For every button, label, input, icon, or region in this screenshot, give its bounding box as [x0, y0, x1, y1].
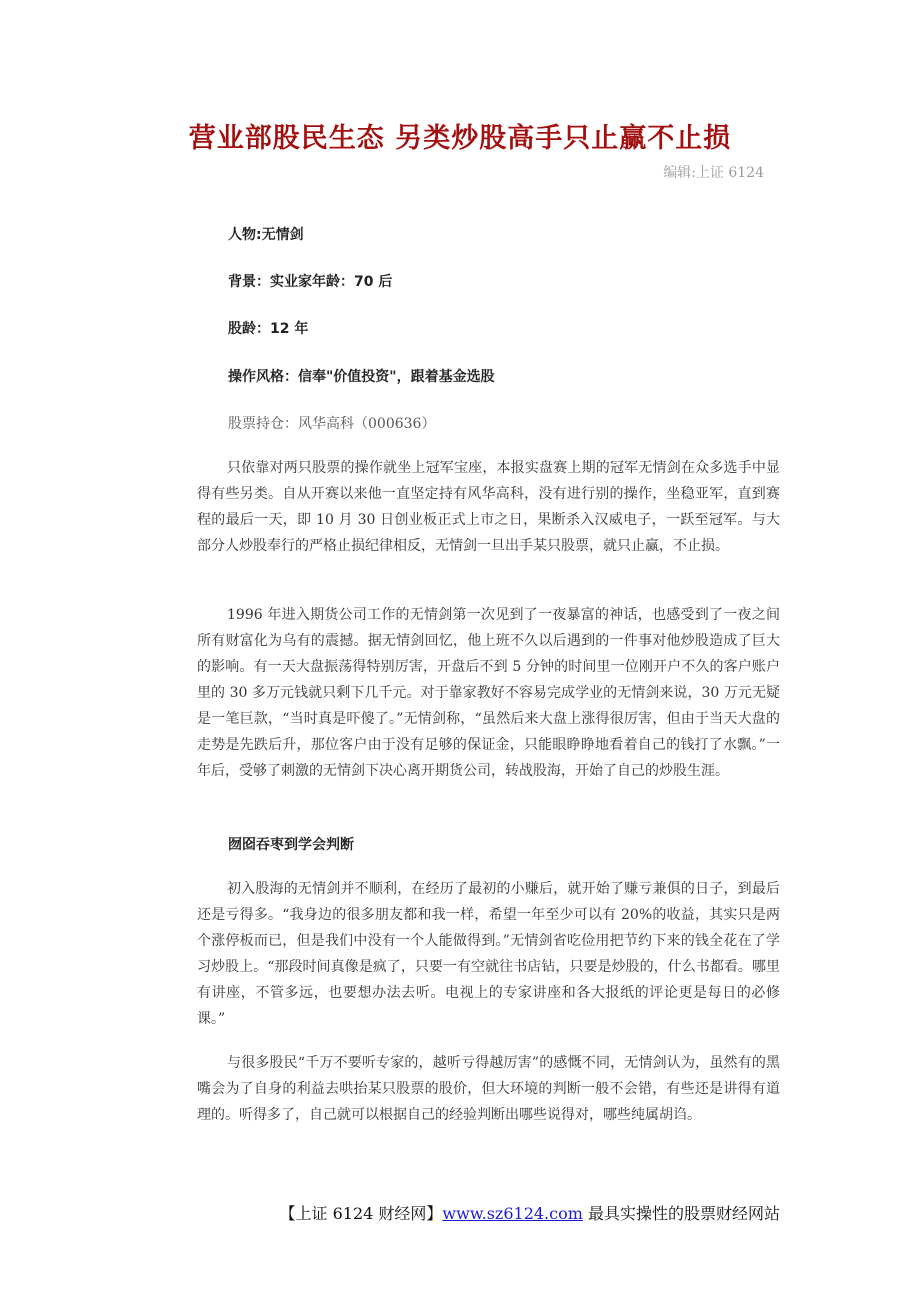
section-subheading: 囫囵吞枣到学会判断 [228, 837, 354, 853]
footer-site-link[interactable]: www.sz6124.com [442, 1204, 583, 1223]
footer-suffix: 最具实操性的股票财经网站 [582, 1204, 780, 1223]
footer-banner [0, 1201, 780, 1224]
article-title: 营业部股民生态 另类炒股高手只止赢不止损 [188, 123, 732, 154]
paragraph-2: 1996 年进入期货公司工作的无情剑第一次见到了一夜暴富的神话，也感受到了一夜之间所有财富化为乌有的震撼。据无情剑回忆，他上班不久以后遇到的一件事对他炒股造成了巨大的影响。有一天大盘振荡得特别厉害，开盘后不到 5 分钟的时间里一位刚开户不久的客户账户里的 30 多万元钱就只剩下几千元。对于靠家教好不容易完成学业的无情剑来说，30 万元无疑是一笔巨款，“当时真是吓傻了。”无情剑称，“虽然后来大盘上涨得很厉害，但由于当天大盘的走势是先跌后升，那位客户由于没有足够的保证金，只能眼睁睁地看着自己的钱打了水飘。”一年后，受够了刺激的无情剑下决心离开期货公司，转战股海，开始了自己的炒股生涯。 [197, 607, 780, 779]
paragraph-3: 初入股海的无情剑并不顺利，在经历了最初的小赚后，就开始了赚亏兼俱的日子，到最后还是亏得多。“我身边的很多朋友都和我一样，希望一年至少可以有 20%的收益，其实只是两个涨停板而已，但是我们中没有一个人能做得到。”无情剑省吃俭用把节约下来的钱全花在了学习炒股上。“那段时间真像是疯了，只要一有空就往书店钻，只要是炒股的，什么书都看。哪里有讲座，不管多远，也要想办法去听。电视上的专家讲座和各大报纸的评论更是每日的必修课。” [197, 881, 780, 1027]
profile-background: 背景：实业家年龄：70 后 [228, 274, 393, 290]
profile-person: 人物:无情剑 [228, 227, 304, 243]
profile-age: 股龄：12 年 [228, 321, 309, 337]
footer-prefix: 【上证 6124 财经网】 [279, 1204, 443, 1223]
profile-holding: 股票持仓：风华高科（000636） [228, 416, 436, 432]
paragraph-4: 与很多股民“千万不要听专家的，越听亏得越厉害”的感慨不同，无情剑认为，虽然有的黑嘴会为了自身的利益去哄抬某只股票的股价，但大环境的判断一般不会错，有些还是讲得有道理的。听得多了，自己就可以根据自己的经验判断出哪些说得对，哪些纯属胡诌。 [197, 1055, 780, 1123]
editor-credit: 编辑:上证 6124 [663, 165, 764, 181]
profile-style: 操作风格：信奉"价值投资"，跟着基金选股 [228, 369, 495, 385]
paragraph-1: 只依靠对两只股票的操作就坐上冠军宝座，本报实盘赛上期的冠军无情剑在众多选手中显得有些另类。自从开赛以来他一直坚定持有风华高科，没有进行别的操作，坐稳亚军，直到赛程的最后一天，即 10 月 30 日创业板正式上市之日，果断杀入汉威电子，一跃至冠军。与大部分人炒股奉行的严格止损纪律相反，无情剑一旦出手某只股票，就只止赢，不止损。 [197, 460, 780, 554]
